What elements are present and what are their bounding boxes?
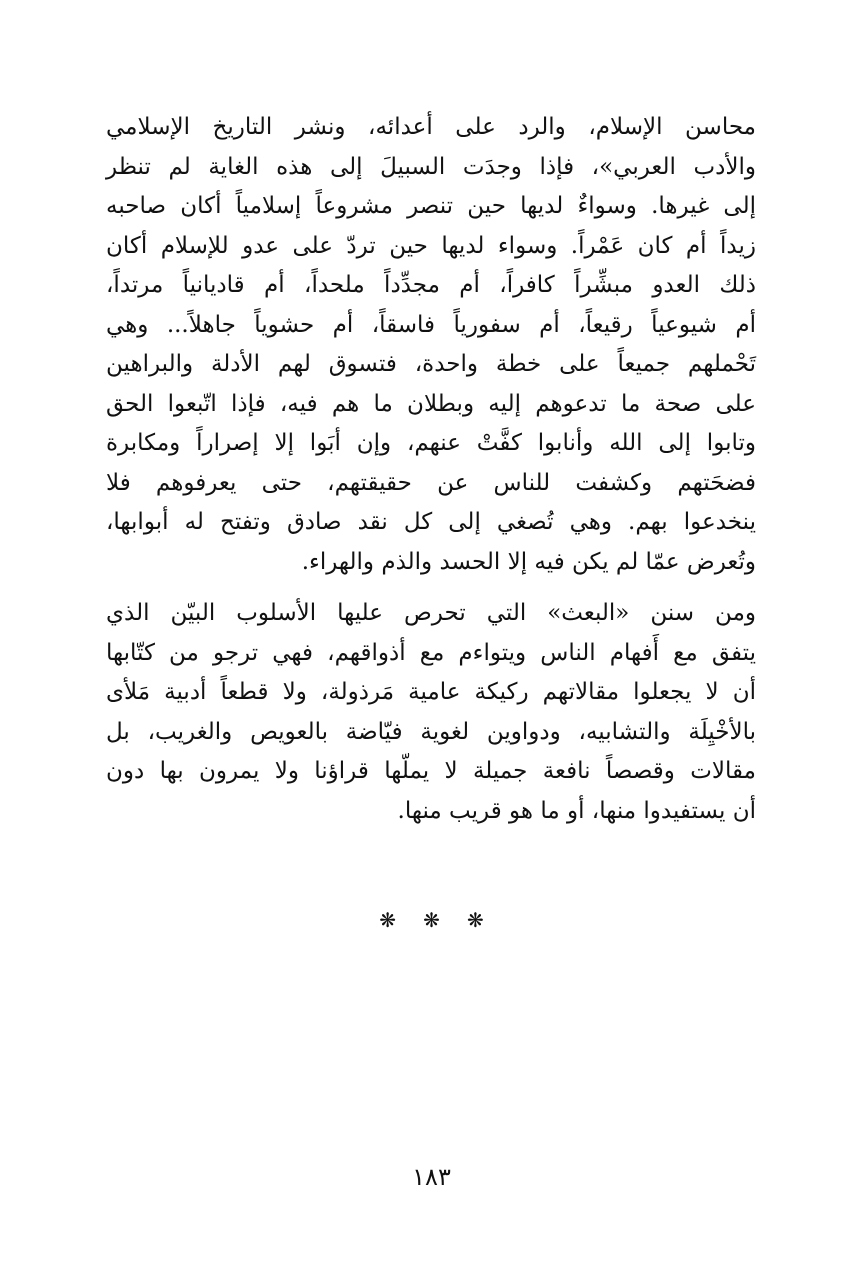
text-line: على صحة ما تدعوهم إليه وبطلان ما هم فيه، فإذا اتّبعوا الحق: [106, 390, 756, 417]
text-line: وتابوا إلى الله وأنابوا كفَّتْ عنهم، وإن أبَوا إلا إصراراً ومكابرة: [106, 430, 756, 456]
paragraph-gap: [106, 582, 756, 594]
text-line: أم شيوعياً رقيعاً، أم سفورياً فاسقاً، أم حشوياً جاهلاً... وهي: [106, 311, 756, 338]
text-line: والأدب العربي»، فإذا وجدَت السبيلَ إلى هذه الغاية لم تنظر: [106, 153, 756, 180]
text-line: وتُعرض عمّا لم يكن فيه إلا الحسد والذم والهراء.: [301, 548, 756, 575]
page-number: ١٨٣: [412, 1163, 451, 1191]
text-line: ومن سنن «البعث» التي تحرص عليها الأسلوب البيّن الذي: [106, 600, 756, 626]
paragraph-2: [106, 594, 756, 831]
text-line: فضحَتهم وكشفت للناس عن حقيقتهم، حتى يعرفوهم فلا: [106, 469, 756, 496]
text-line: يتفق مع أَفهام الناس ويتواءم مع أذواقهم، فهي ترجو من كتّابها: [106, 639, 756, 666]
text-line: مقالات وقصصاً نافعة جميلة لا يملّها قراؤنا ولا يمرون بها دون: [106, 758, 756, 784]
asterism-star-icon: ❋: [466, 908, 484, 932]
asterism-star-icon: ❋: [423, 908, 440, 932]
body-text: [106, 108, 756, 831]
text-line: إلى غيرها. وسواءٌ لديها حين تنصر مشروعاً إسلامياً أكان صاحبه: [106, 193, 756, 219]
text-line: تَحْملهم جميعاً على خطة واحدة، فتسوق لهم الأدلة والبراهين: [106, 351, 756, 377]
text-line: محاسن الإسلام، والرد على أعدائه، ونشر التاريخ الإسلامي: [106, 114, 756, 140]
text-line: ينخدعوا بهم. وهي تُصغي إلى كل نقد صادق وتفتح له أبوابها،: [106, 509, 756, 535]
asterism-star-icon: ❋: [379, 908, 397, 932]
text-line: أن لا يجعلوا مقالاتهم ركيكة عامية مَرذولة، ولا قطعاً أدبية مَلأى: [106, 679, 756, 705]
paragraph-1: [106, 108, 756, 582]
text-line: أن يستفيدوا منها، أو ما هو قريب منها.: [397, 797, 756, 824]
text-line: بالأخْيِلَة والتشابيه، ودواوين لغوية فيّاضة بالعويص والغريب، بل: [106, 718, 756, 745]
section-separator: [0, 905, 863, 935]
text-line: ذلك العدو مبشِّراً كافراً، أم مجدِّداً ملحداً، أم قاديانياً مرتداً،: [106, 272, 756, 298]
text-line: زيداً أم كان عَمْراً. وسواء لديها حين تردّ على عدو للإسلام أكان: [106, 232, 756, 259]
